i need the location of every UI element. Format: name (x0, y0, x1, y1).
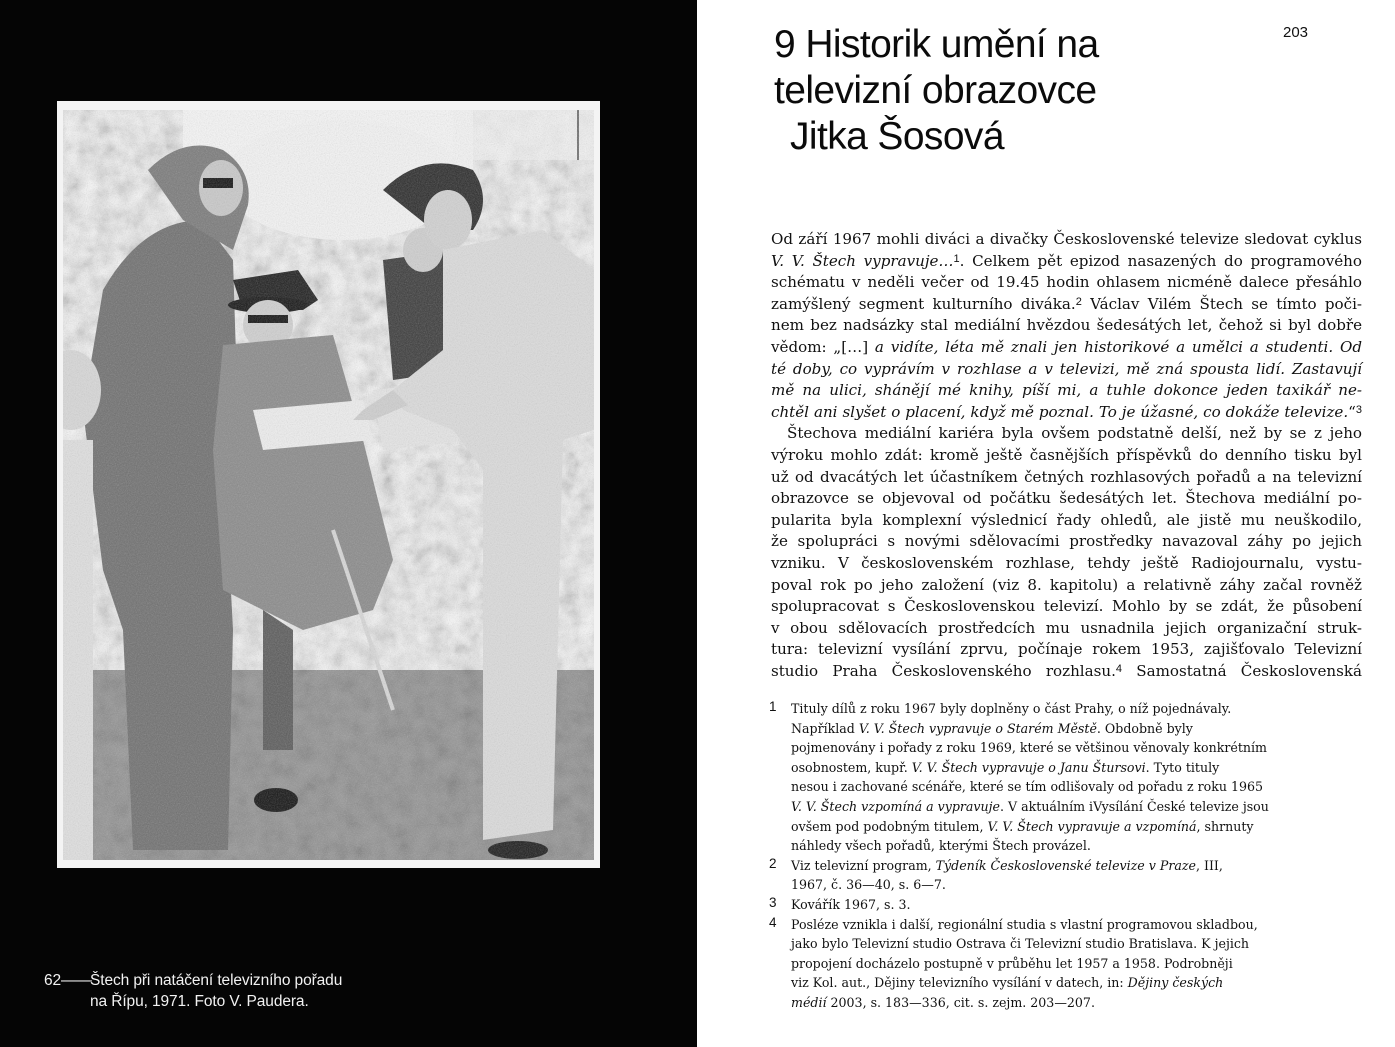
text-run: poval rok po jeho založení (viz 8. kapitolu) a relativně záhy začal rovněž (771, 575, 1362, 594)
italic-text: Týdeník Československé televize v Praze (935, 857, 1196, 873)
body-line (771, 229, 1362, 251)
text-run: náhledy všech pořadů, kterými Štech provázel. (791, 838, 1091, 854)
title-line-1: 9 Historik umění na (774, 23, 1099, 66)
body-line (771, 251, 1362, 273)
italic-text: a vidíte, léta mě znali jen historikové a umělci a studenti. Od (874, 337, 1362, 356)
footnotes (769, 699, 1329, 1013)
text-run: obrazovce se objevoval od počátku šedesátých let. Štechova mediální po- (771, 489, 1362, 508)
body-line (771, 337, 1362, 359)
body-line (771, 618, 1362, 640)
text-run: pojmenovány i pořady z roku 1969, které se většinou věnovaly konkrétním (791, 740, 1267, 756)
text-run: . Celkem pět epizod nasazených do programového (959, 251, 1362, 270)
body-line (771, 294, 1362, 316)
footnote-line (791, 738, 1329, 758)
text-run: Tituly dílů z roku 1967 byly doplněny o část Prahy, o níž pojednávaly. (791, 701, 1232, 716)
body-line (771, 423, 1362, 445)
text-run: Viz televizní program, (791, 857, 936, 873)
text-run: pularita byla komplexní výslednicí řady ohledů, ale jistě mu neuškodilo, (771, 510, 1362, 529)
footnote (769, 699, 1329, 856)
body-line (771, 639, 1362, 661)
text-run: , shrnuty (1196, 818, 1254, 834)
text-run: tura: televizní vysílání zprvu, počínaje rokem 1953, zajišťovalo Televizní (771, 640, 1362, 659)
italic-text: V. V. Štech vzpomíná a vypravuje (791, 798, 1001, 814)
italic-text: té doby, co vyprávím v rozhlase a v televizi, mě zná spousta lidí. Zastavují (771, 359, 1362, 378)
footnote-line (791, 817, 1329, 837)
footnote-line (791, 954, 1329, 974)
body-line (771, 467, 1362, 489)
text-run: Například (791, 720, 859, 736)
body-text (771, 229, 1362, 682)
footnote-line (791, 836, 1329, 856)
body-line (771, 380, 1362, 402)
body-line (771, 272, 1362, 294)
text-run: výroku mohlo zdát: kromě ještě časnějších příspěvků do denního tisku byl (771, 445, 1362, 464)
text-run: “ (1348, 402, 1356, 421)
photograph-image (63, 110, 594, 860)
page-number: 203 (1283, 24, 1309, 41)
body-line (771, 531, 1362, 553)
caption-line-1: Štech při natáčení televizního pořadu (90, 972, 343, 989)
footnote-line (791, 993, 1329, 1013)
text-run: . V aktuálním iVysílání České televize jsou (1000, 798, 1269, 814)
footnote-ref: 2 (1075, 295, 1082, 308)
text-run: propojení docházelo postupně v průběhu let 1957 a 1958. Podrobněji (791, 955, 1233, 971)
italic-text: mě na ulici, shánějí mé knihy, píší mi, a tuhle dokonce jeden taxikář ne- (771, 381, 1362, 400)
body-line (771, 661, 1362, 683)
text-run: Samostatná Československá (1122, 661, 1363, 680)
text-run: vzniku. V československém rozhlase, tehdy ještě Radiojournalu, vystu- (771, 553, 1362, 572)
footnote-number: 4 (769, 914, 777, 930)
text-run: že spolupráci s novými sdělovacími prostředky navazoval záhy po jejich (771, 532, 1362, 551)
footnote (769, 856, 1329, 895)
chapter-author: Jitka Šosová (790, 115, 1004, 158)
title-line-2: televizní obrazovce (774, 69, 1097, 112)
text-run: zamýšlený segment kulturního diváka. (771, 294, 1076, 313)
text-run: osobnostem, kupř. (791, 759, 912, 775)
text-run: v obou sdělovacích prostředcích mu usnadnila jejich organizační struk- (771, 618, 1362, 637)
text-run: Václav Vilém Štech se tímto poči- (1081, 294, 1362, 313)
left-page (0, 0, 697, 1047)
footnote-line (791, 856, 1329, 876)
caption-line-2: na Řípu, 1971. Foto V. Paudera. (90, 993, 309, 1010)
text-run: nesou i zachované scénáře, které se tím odlišovaly od pořadu z roku 1965 (791, 779, 1264, 795)
italic-text: V. V. Štech vypravuje o Starém Městě (858, 720, 1097, 736)
text-run: Štechova mediální kariéra byla ovšem podstatně delší, než by se z jeho (787, 424, 1362, 443)
text-run: Kovářík 1967, s. 3. (791, 896, 911, 912)
chapter-title (774, 22, 1099, 160)
text-run: nem bez nadsázky stal mediální hvězdou šedesátých let, čehož si byl dobře (771, 316, 1362, 335)
text-run: studio Praha Československého rozhlasu. (771, 661, 1116, 680)
footnote-line (791, 719, 1329, 739)
text-run: , III, (1195, 857, 1223, 873)
footnote-number: 1 (769, 699, 777, 714)
body-line (771, 359, 1362, 381)
text-run: 2003, s. 183—336, cit. s. zejm. 203—207. (826, 994, 1095, 1010)
body-line (771, 575, 1362, 597)
italic-text: V. V. Štech vypravuje… (771, 251, 954, 270)
text-run: . Tyto tituly (1145, 759, 1220, 775)
text-run: schématu v neděli večer od 19.45 hodin ohlasem nicméně dalece přesáhlo (771, 273, 1362, 292)
footnote-ref: 4 (1115, 662, 1123, 675)
footnote-number: 3 (769, 894, 777, 910)
photograph (57, 101, 600, 868)
body-line (771, 315, 1362, 337)
footnote-line (791, 758, 1329, 778)
text-run: Od září 1967 mohli diváci a divačky Československé televize sledovat cyklus (771, 230, 1362, 248)
text-run: 1967, č. 36—40, s. 6—7. (791, 877, 946, 893)
text-run: spolupracovat s Československou televizí. Mohlo by se zdát, že působení (771, 597, 1362, 616)
body-line (771, 510, 1362, 532)
footnote-line (791, 973, 1329, 993)
italic-text: Dějiny českých (1127, 975, 1224, 991)
footnote (769, 915, 1329, 1013)
text-run: ovšem pod podobným titulem, (791, 818, 988, 834)
text-run: už od dvacátých let účastníkem četných rozhlasových pořadů a na televizní (771, 467, 1362, 486)
text-run: . Obdobně byly (1096, 720, 1193, 736)
body-line (771, 445, 1362, 467)
caption-number: 62—— (44, 972, 92, 989)
photo-caption (44, 970, 342, 1012)
footnote-line (791, 934, 1329, 954)
footnote-line (791, 699, 1329, 719)
footnote-ref: 1 (953, 252, 960, 265)
text-run: jako bylo Televizní studio Ostrava či Televizní studio Bratislava. K jejich (791, 936, 1250, 952)
italic-text: V. V. Štech vypravuje o Janu Štursovi (911, 759, 1146, 775)
italic-text: chtěl ani slyšet o placení, když mě poznal. To je úžasné, co dokáže televize. (771, 402, 1349, 421)
text-run: viz Kol. aut., Dějiny televizního vysílání v datech, in: (791, 975, 1128, 991)
body-line (771, 488, 1362, 510)
text-run: vědom: „[…] (771, 337, 875, 356)
italic-text: V. V. Štech vypravuje a vzpomíná (987, 818, 1197, 834)
footnote-line (791, 797, 1329, 817)
footnote-ref: 3 (1355, 403, 1362, 416)
footnote-line (791, 915, 1329, 935)
footnote-line (791, 895, 1329, 915)
footnote-number: 2 (769, 855, 777, 871)
text-run: Posléze vznikla i další, regionální studia s vlastní programovou skladbou, (791, 916, 1258, 932)
footnote-line (791, 875, 1329, 895)
footnote (769, 895, 1329, 915)
footnote-line (791, 777, 1329, 797)
body-line (771, 596, 1362, 618)
body-line (771, 402, 1362, 424)
italic-text: médií (791, 994, 827, 1010)
body-line (771, 553, 1362, 575)
